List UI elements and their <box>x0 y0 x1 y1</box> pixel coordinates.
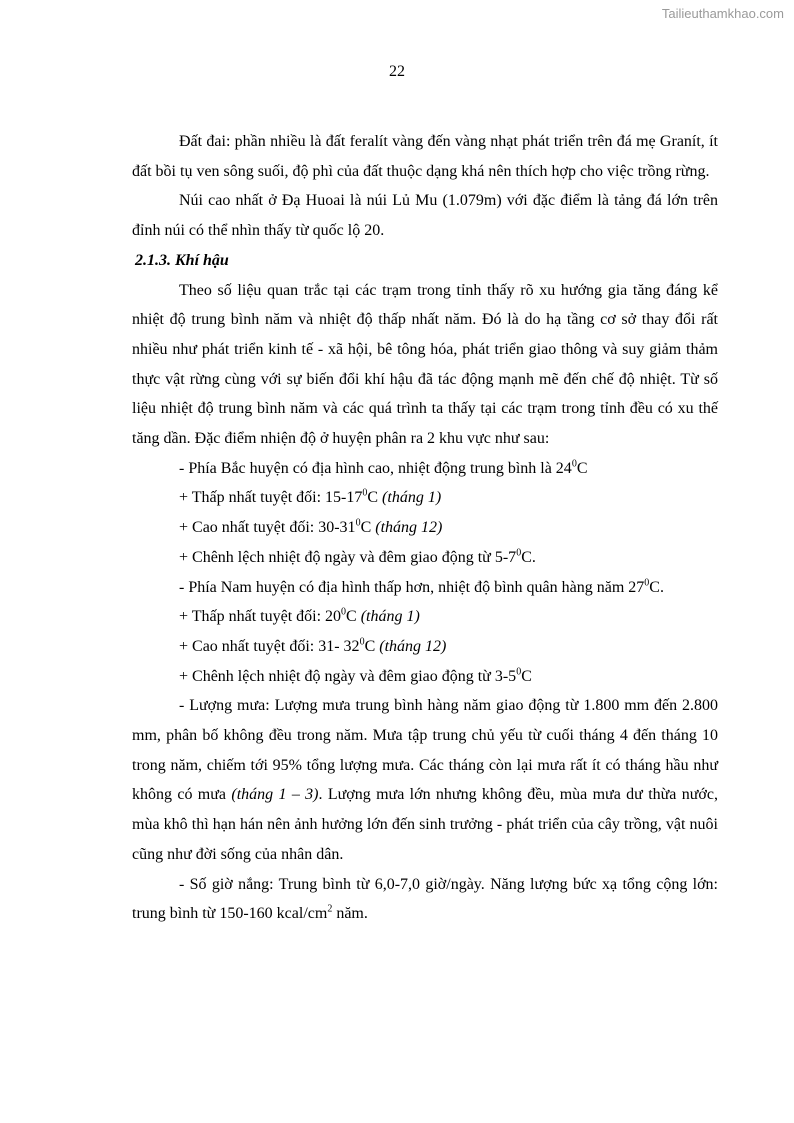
paragraph-mountain: Núi cao nhất ở Đạ Huoai là núi Lủ Mu (1.079m) với đặc điểm là tảng đá lớn trên đỉnh núi có thể nhìn thấy từ quốc lộ 20. <box>132 192 718 240</box>
south-intro: - Phía Nam huyện có địa hình thấp hơn, nhiệt độ bình quân hàng năm $27^0C$. <box>179 577 664 596</box>
paragraph-sunshine: - Số giờ nắng: Trung bình từ 6,0-7,0 giờ/ngày. Năng lượng bức xạ tổng cộng lớn: trung bình từ 150-160 kcal/$cm^2$ năm. <box>132 875 718 923</box>
south-min-temp: + Thấp nhất tuyệt đối: $20^0C$ (tháng 1) <box>179 606 420 626</box>
north-min-temp: + Thấp nhất tuyệt đối: $15-17^0C$ (tháng 1) <box>179 488 442 507</box>
document-body <box>132 127 718 929</box>
paragraph-rainfall: - Lượng mưa: Lượng mưa trung bình hàng năm giao động từ 1.800 mm đến 2.800 mm, phân bố không đều trong năm. Mưa tập trung chủ yếu từ cuối tháng 4 đến tháng 10 trong năm, chiếm tới 95% tổng lượng mưa. Các tháng còn lại mưa rất ít có tháng hầu như không có mưa (tháng 1 – 3). Lượng mưa lớn nhưng không đều, mùa mưa dư thừa nước, mùa khô thì hạn hán nên ảnh hưởng lớn đến sinh trưởng - phát triển của cây trồng, vật nuôi cũng như đời sống của nhân dân. <box>132 697 718 863</box>
paragraph-climate: Theo số liệu quan trắc tại các trạm trong tỉnh thấy rõ xu hướng gia tăng đáng kể nhiệt độ trung bình năm và nhiệt độ thấp nhất năm. Đó là do hạ tầng cơ sở thay đổi rất nhiều như phát triển kinh tế - xã hội, bê tông hóa, phát triển giao thông và suy giảm thảm thực vật rừng cùng với sự biến đổi khí hậu đã tác động mạnh mẽ đến chế độ nhiệt. Từ số liệu nhiệt độ trung bình năm và các quá trình ta thấy tại các trạm trong tỉnh đều có xu thế tăng dần. Đặc điểm nhiện độ ở huyện phân ra 2 khu vực như sau: <box>132 281 718 448</box>
page-number: 22 <box>389 63 405 80</box>
north-intro: - Phía Bắc huyện có địa hình cao, nhiệt động trung bình là $24^0C$ <box>179 458 588 477</box>
south-temp-diff: + Chênh lệch nhiệt độ ngày và đêm giao động từ $3-5^0C$ <box>179 666 532 685</box>
watermark: Tailieuthamkhao.com <box>661 6 784 21</box>
north-max-temp: + Cao nhất tuyệt đối: $30-31^0C$ (tháng 12) <box>179 517 443 537</box>
south-max-temp: + Cao nhất tuyệt đối: 31- $32^0C$ (tháng 12) <box>179 636 447 655</box>
paragraph-soil: Đất đai: phần nhiều là đất feralít vàng đến vàng nhạt phát triển trên đá mẹ Granít, ít đất bồi tụ ven sông suối, độ phì của đất thuộc dạng khá nên thích hợp cho việc trồng rừng. <box>132 133 718 180</box>
north-temp-diff: + Chênh lệch nhiệt độ ngày và đêm giao động từ $5-7^0C$. <box>179 547 536 566</box>
section-heading: 2.1.3. Khí hậu <box>135 251 229 269</box>
